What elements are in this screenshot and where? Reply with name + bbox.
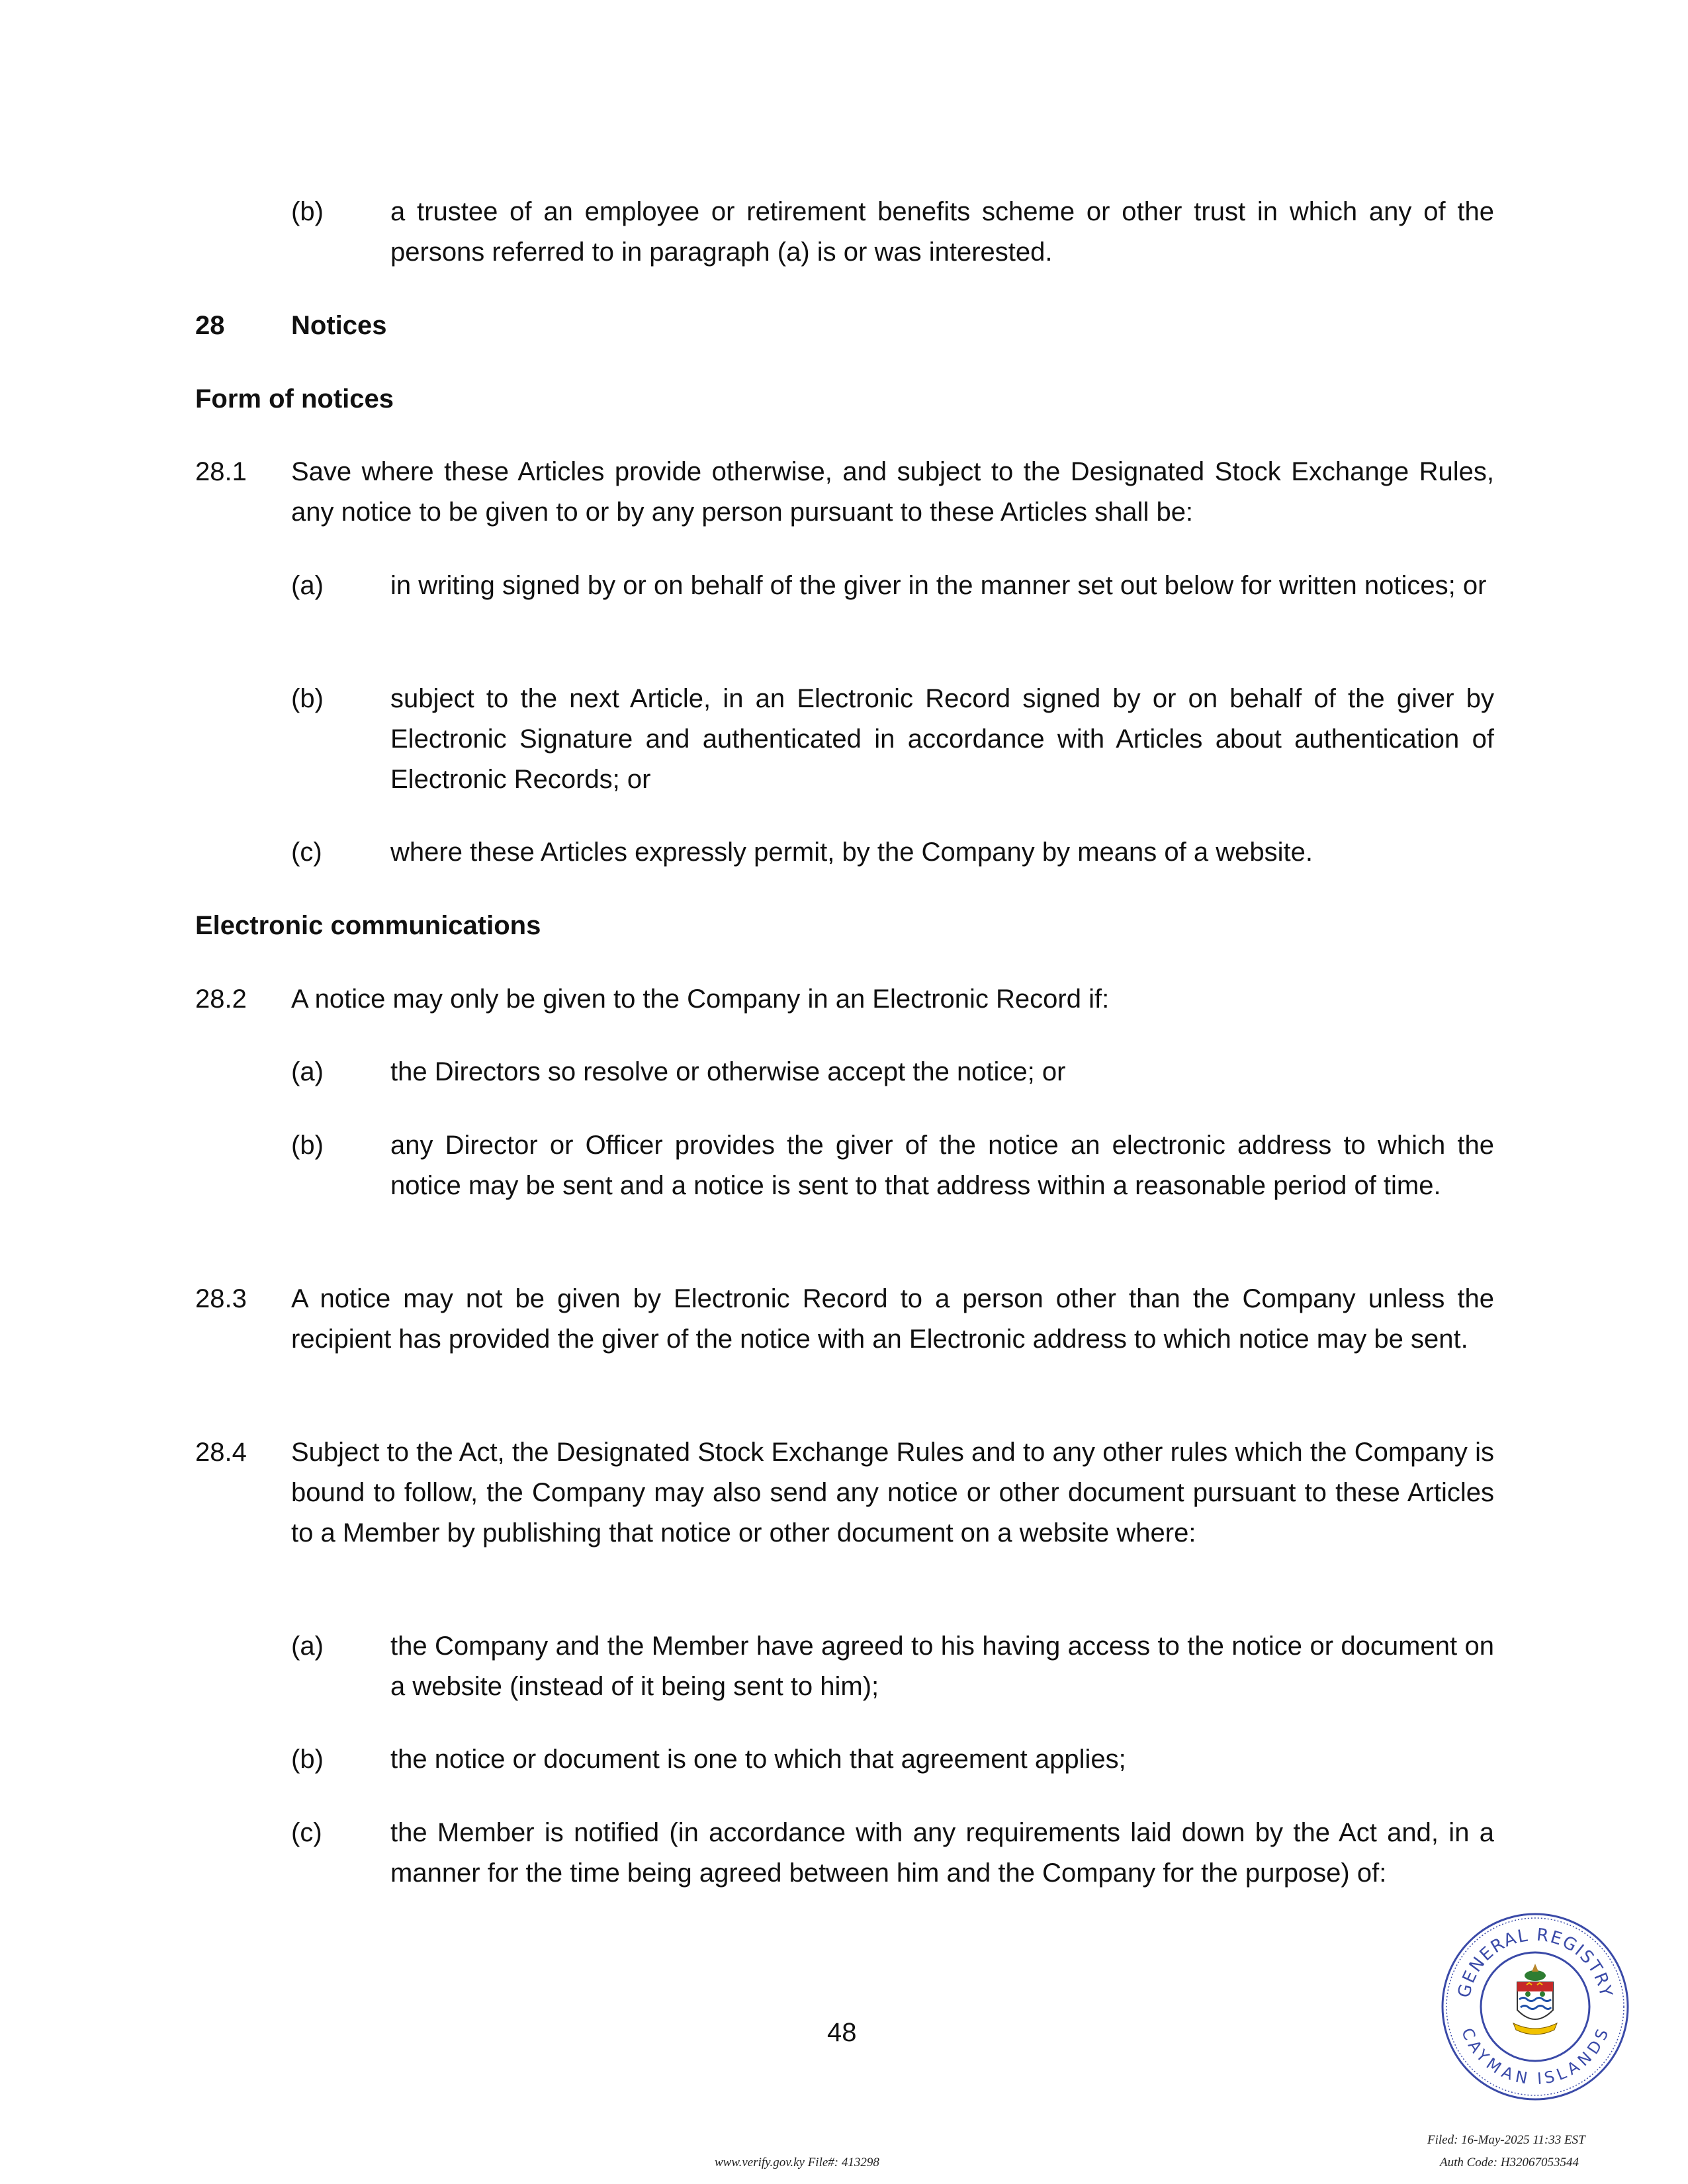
filed-timestamp: Filed: 16-May-2025 11:33 EST xyxy=(1427,2133,1585,2147)
section-number: 28 xyxy=(195,311,225,340)
seal-icon xyxy=(1439,1911,1631,2103)
item-label: (b) xyxy=(291,197,324,226)
general-registry-seal xyxy=(1439,1911,1631,2103)
paragraph-text: the Member is notified (in accordance with any requirements laid down by the Act and, in a manner for the time being agreed between him and the Company for the purpose) of: xyxy=(390,1818,1494,1888)
paragraph-text: A notice may only be given to the Company in an Electronic Record if: xyxy=(291,984,1110,1014)
seal-bottom-text: CAYMAN ISLANDS xyxy=(1457,2025,1613,2089)
paragraph-text: Subject to the Act, the Designated Stock Exchange Rules and to any other rules which the Company is bound to follow, the Company may also send any notice or other document pursuant to these Articles to a Member by publishing that notice or other document on a website where: xyxy=(291,1438,1494,1548)
paragraph-text: in writing signed by or on behalf of the giver in the manner set out below for written notices; or xyxy=(390,571,1487,600)
paragraph-text: a trustee of an employee or retirement benefits scheme or other trust in which any of the persons referred to in paragraph (a) is or was interested. xyxy=(390,197,1494,267)
clause-number: 28.2 xyxy=(195,984,247,1014)
item-label: (b) xyxy=(291,1131,324,1160)
item-label: (b) xyxy=(291,1745,324,1774)
cayman-crest-icon xyxy=(1513,1964,1557,2034)
item-label: (c) xyxy=(291,1818,322,1847)
paragraph-text: the notice or document is one to which that agreement applies; xyxy=(390,1745,1126,1774)
clause-number: 28.1 xyxy=(195,457,247,486)
subheading-electronic-communications: Electronic communications xyxy=(195,911,541,940)
paragraph-text: Save where these Articles provide otherwise, and subject to the Designated Stock Exchange Rules, any notice to be given to or by any person pursuant to these Articles shall be: xyxy=(291,457,1494,527)
paragraph-text: any Director or Officer provides the giver of the notice an electronic address to which the notice may be sent and a notice is sent to that address within a reasonable period of time. xyxy=(390,1131,1494,1200)
paragraph-text: the Directors so resolve or otherwise accept the notice; or xyxy=(390,1057,1066,1086)
auth-code: Auth Code: H32067053544 xyxy=(1440,2156,1579,2169)
clause-number: 28.4 xyxy=(195,1438,247,1467)
seal-top-text: GENERAL REGISTRY xyxy=(1454,1925,1617,2000)
paragraph-text: the Company and the Member have agreed to his having access to the notice or document on a website (instead of it being sent to him); xyxy=(390,1632,1494,1701)
page-number: 48 xyxy=(827,2018,857,2047)
paragraph-text: where these Articles expressly permit, by the Company by means of a website. xyxy=(390,838,1313,867)
section-title: Notices xyxy=(291,311,387,340)
subheading-form-of-notices: Form of notices xyxy=(195,384,394,414)
clause-number: 28.3 xyxy=(195,1284,247,1313)
item-label: (a) xyxy=(291,1632,324,1661)
item-label: (b) xyxy=(291,684,324,713)
item-label: (a) xyxy=(291,1057,324,1086)
paragraph-text: A notice may not be given by Electronic Record to a person other than the Company unless the recipient has provided the giver of the notice with an Electronic address to which notice may be sent. xyxy=(291,1284,1494,1354)
item-label: (c) xyxy=(291,838,322,867)
paragraph-text: subject to the next Article, in an Electronic Record signed by or on behalf of the giver by Electronic Signature and authenticated in accordance with Articles about authentication of Electronic Records; or xyxy=(390,684,1494,794)
verify-file-number: www.verify.gov.ky File#: 413298 xyxy=(715,2156,879,2169)
item-label: (a) xyxy=(291,571,324,600)
